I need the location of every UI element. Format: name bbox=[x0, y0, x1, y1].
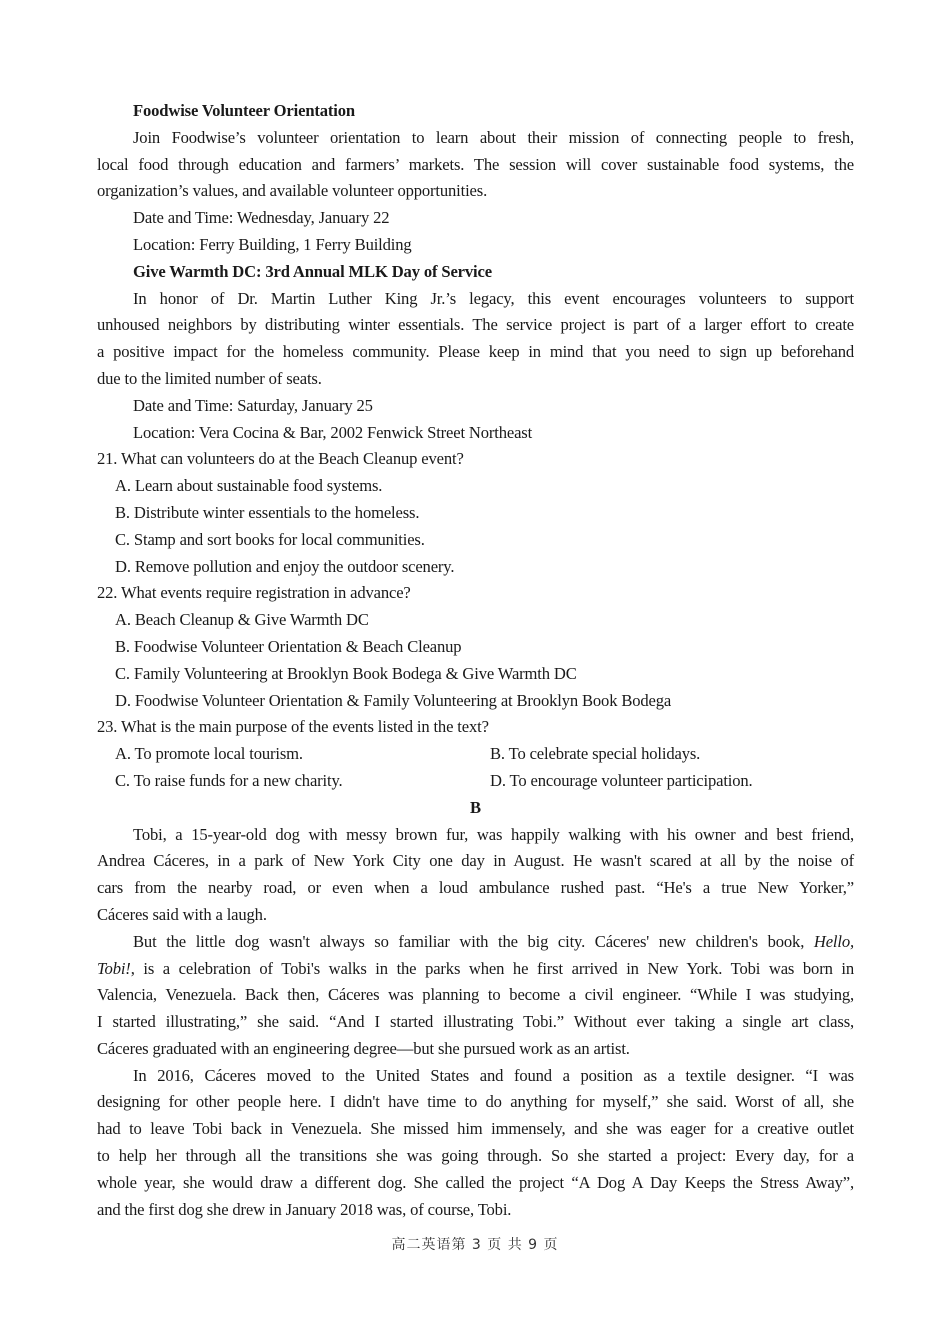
passage-line bbox=[97, 956, 854, 983]
passage-line: to help her through all the transitions she was going through. So she started a project: Every day, for a bbox=[97, 1146, 854, 1166]
event-location: Location: Vera Cocina & Bar, 2002 Fenwick Street Northeast bbox=[133, 422, 533, 442]
passage-line: designing for other people here. I didn't have time to do anything for myself,” she said. Worst of all, she bbox=[97, 1092, 854, 1112]
event-title-give-warmth: Give Warmth DC: 3rd Annual MLK Day of Service bbox=[133, 261, 492, 281]
book-title-italic: Hello, bbox=[813, 931, 854, 951]
question-23-option-b: B. To celebrate special holidays. bbox=[490, 744, 701, 764]
question-23-options-row-2 bbox=[97, 768, 854, 795]
passage-line: cars from the nearby road, or even when a loud ambulance rushed past. “He's a true New Yorker,” bbox=[97, 878, 854, 898]
passage-line: Cáceres said with a laugh. bbox=[97, 904, 267, 924]
question-23-stem: 23. What is the main purpose of the events listed in the text? bbox=[97, 717, 489, 737]
book-title-italic: Tobi! bbox=[97, 958, 131, 978]
passage-line: I started illustrating,” she said. “And I started illustrating Tobi.” Without ever taking a single art class, bbox=[97, 1012, 854, 1032]
exam-page bbox=[97, 98, 854, 1223]
question-22-option-c: C. Family Volunteering at Brooklyn Book Bodega & Give Warmth DC bbox=[115, 663, 577, 683]
question-21-option-a: A. Learn about sustainable food systems. bbox=[115, 476, 383, 496]
event-title-foodwise: Foodwise Volunteer Orientation bbox=[133, 101, 355, 120]
passage-line: Tobi, a 15-year-old dog with messy brown fur, was happily walking with his owner and best friend, bbox=[133, 824, 854, 844]
question-23-option-d: D. To encourage volunteer participation. bbox=[490, 770, 753, 790]
event-body-line: unhoused neighbors by distributing winter essentials. The service project is part of a larger effort to create bbox=[97, 315, 854, 335]
event-body-line: local food through education and farmers’ markets. The session will cover sustainable food systems, the bbox=[97, 154, 854, 174]
event-date: Date and Time: Saturday, January 25 bbox=[133, 395, 373, 415]
question-21-option-b: B. Distribute winter essentials to the homeless. bbox=[115, 502, 420, 522]
question-21-stem: 21. What can volunteers do at the Beach Cleanup event? bbox=[97, 449, 464, 469]
question-23-option-a: A. To promote local tourism. bbox=[115, 744, 303, 764]
event-body-line: a positive impact for the homeless community. Please keep in mind that you need to sign up beforehand bbox=[97, 342, 854, 362]
passage-line: Andrea Cáceres, in a park of New York City one day in August. He wasn't scared at all by the noise of bbox=[97, 851, 854, 871]
passage-line: whole year, she would draw a different dog. She called the project “A Dog A Day Keeps the Stress Away”, bbox=[97, 1172, 854, 1192]
passage-line: Valencia, Venezuela. Back then, Cáceres was planning to become a civil engineer. “While I was studying, bbox=[97, 985, 854, 1005]
question-23-option-c: C. To raise funds for a new charity. bbox=[115, 770, 343, 790]
passage-line: and the first dog she drew in January 2018 was, of course, Tobi. bbox=[97, 1199, 512, 1219]
question-22-option-d: D. Foodwise Volunteer Orientation & Family Volunteering at Brooklyn Book Bodega bbox=[115, 690, 672, 710]
question-21-option-c: C. Stamp and sort books for local communities. bbox=[115, 529, 425, 549]
event-date: Date and Time: Wednesday, January 22 bbox=[133, 208, 390, 228]
question-21-option-d: D. Remove pollution and enjoy the outdoor scenery. bbox=[115, 556, 455, 576]
page-footer: 高二英语第 3 页 共 9 页 bbox=[391, 1237, 559, 1253]
event-body-line: In honor of Dr. Martin Luther King Jr.’s legacy, this event encourages volunteers to support bbox=[133, 288, 854, 308]
passage-text: , is a celebration of Tobi's walks in the parks when he first arrived in New York. Tobi was born in bbox=[130, 958, 854, 978]
question-23-options-row-1 bbox=[97, 741, 854, 768]
question-22-stem: 22. What events require registration in advance? bbox=[97, 583, 411, 603]
passage-line: Cáceres graduated with an engineering degree—but she pursued work as an artist. bbox=[97, 1038, 630, 1058]
question-22-option-a: A. Beach Cleanup & Give Warmth DC bbox=[115, 610, 369, 630]
passage-text: But the little dog wasn't always so familiar with the big city. Cáceres' new children's book, bbox=[133, 931, 814, 951]
section-heading-b: B bbox=[470, 797, 481, 817]
event-body-line: due to the limited number of seats. bbox=[97, 368, 322, 388]
event-body-line: organization’s values, and available volunteer opportunities. bbox=[97, 181, 488, 201]
passage-line: had to leave Tobi back in Venezuela. She missed him immensely, and she was eager for a creative outlet bbox=[97, 1119, 854, 1139]
passage-line: In 2016, Cáceres moved to the United States and found a position as a textile designer. “I was bbox=[133, 1065, 854, 1085]
question-22-option-b: B. Foodwise Volunteer Orientation & Beach Cleanup bbox=[115, 636, 462, 656]
event-body-line: Join Foodwise’s volunteer orientation to learn about their mission of connecting people to fresh, bbox=[133, 127, 854, 147]
passage-line bbox=[97, 929, 854, 956]
event-location: Location: Ferry Building, 1 Ferry Building bbox=[133, 234, 412, 254]
